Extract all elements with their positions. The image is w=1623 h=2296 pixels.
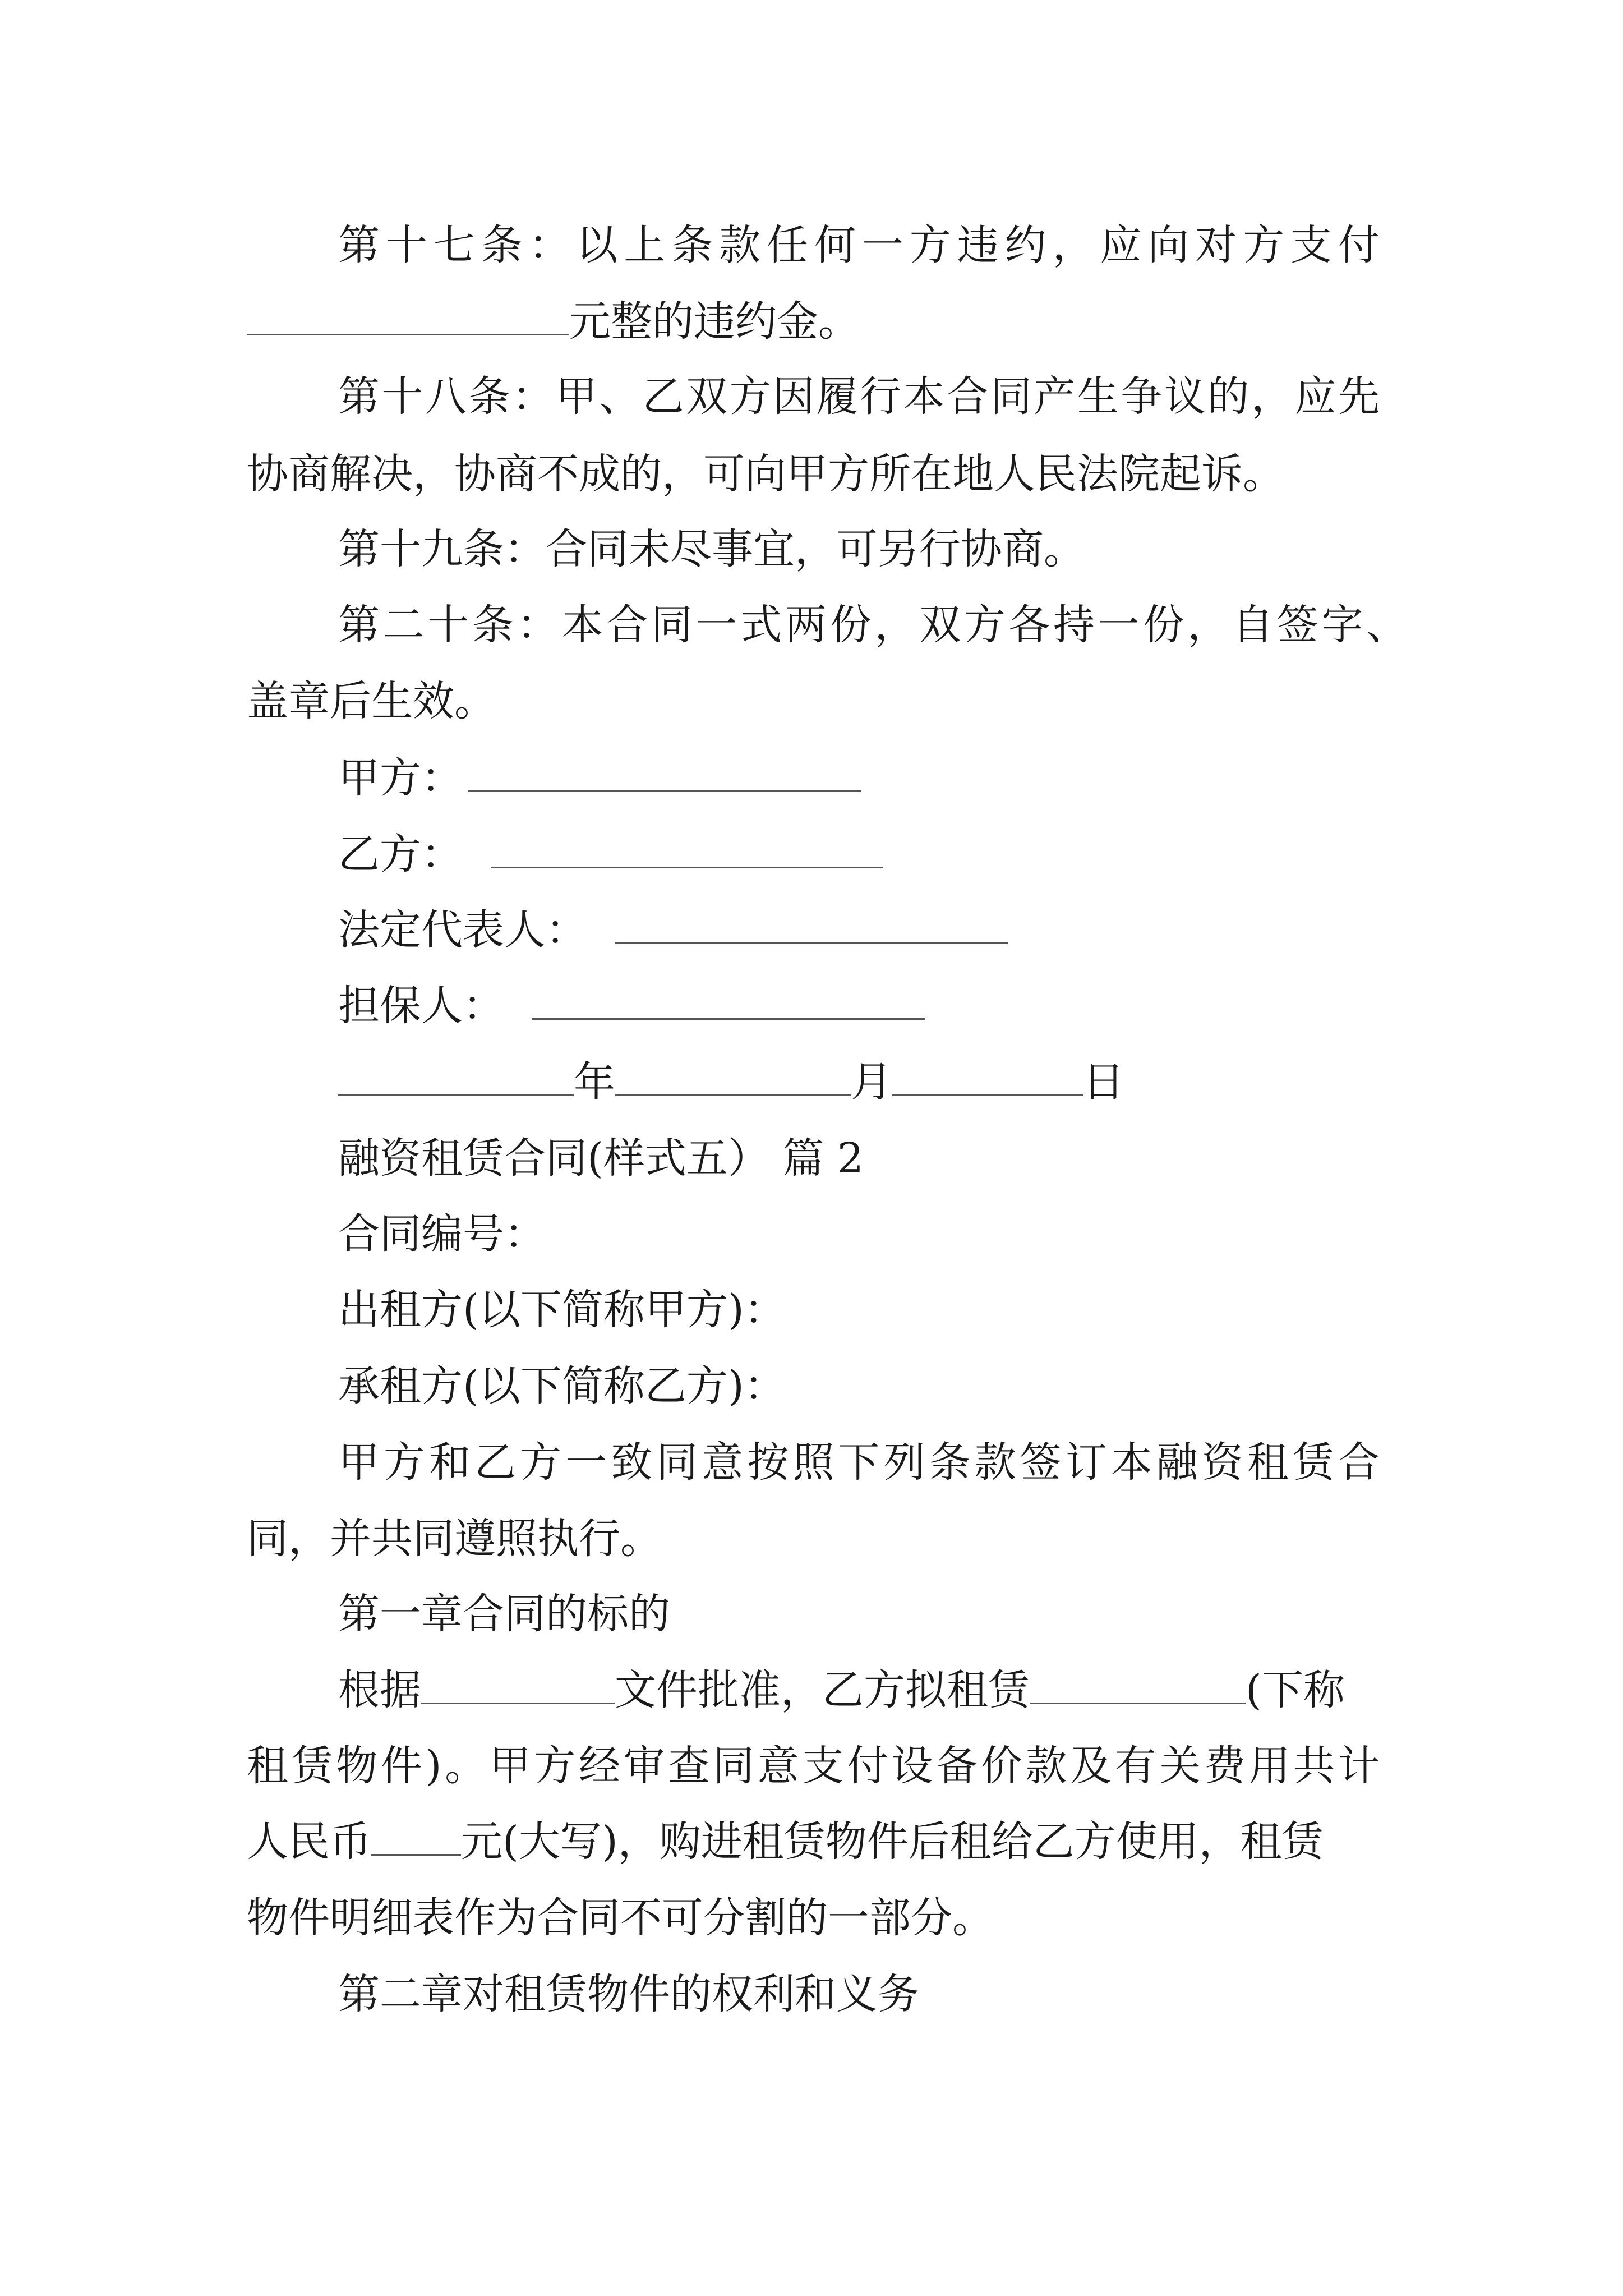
article-20-line-2: 盖章后生效。: [247, 677, 496, 725]
chapter-2-title: 第二章对租赁物件的权利和义务: [338, 1970, 919, 2018]
party-a-blank: [468, 756, 861, 792]
intro-line-1: 甲方和乙方一致同意按照下列条款签订本融资租赁合: [338, 1438, 1380, 1487]
chapter-1-line-3: [247, 1814, 1324, 1870]
amount-blank: [371, 1819, 461, 1856]
month-label: 月: [851, 1058, 892, 1106]
day-label: 日: [1083, 1058, 1124, 1106]
lessee-label: 承租方(以下简称乙方)：: [338, 1362, 786, 1410]
article-19: 第十九条：合同未尽事宜，可另行协商。: [338, 525, 1085, 573]
according-to-text: 根据: [338, 1666, 421, 1714]
lessor-label: 出租方(以下简称甲方)：: [338, 1286, 786, 1334]
guarantor-label: 担保人：: [338, 982, 504, 1030]
leased-item-blank: [1030, 1668, 1246, 1704]
month-blank: [615, 1060, 851, 1096]
legal-rep-label: 法定代表人：: [338, 906, 587, 954]
section-2-title: 融资租赁合同(样式五） 篇 2: [338, 1134, 864, 1182]
hereinafter-text: (下称: [1246, 1666, 1345, 1714]
amount-text: 元(大写)，购进租赁物件后租给乙方使用，租赁: [461, 1818, 1324, 1866]
day-blank: [892, 1060, 1083, 1096]
date-line: [338, 1054, 1124, 1110]
party-a-label: 甲方：: [338, 754, 463, 802]
approval-text: 文件批准，乙方拟租赁: [615, 1666, 1030, 1714]
article-17-line-2: [247, 293, 860, 349]
article-20-line-1: 第二十条：本合同一式两份，双方各持一份，自签字、: [338, 601, 1408, 649]
party-b-label: 乙方：: [338, 830, 463, 878]
party-b-blank: [491, 832, 883, 868]
intro-line-2: 同，并共同遵照执行。: [247, 1515, 662, 1563]
guarantor-blank: [532, 983, 925, 1020]
contract-number-label: 合同编号：: [338, 1210, 546, 1258]
chapter-1-line-1: [338, 1662, 1345, 1718]
article-18-line-2: 协商解决，协商不成的，可向甲方所在地人民法院起诉。: [247, 450, 1284, 498]
legal-rep-blank: [615, 908, 1008, 944]
chapter-1-title: 第一章合同的标的: [338, 1590, 670, 1638]
rmb-text: 人民币: [247, 1818, 371, 1866]
year-blank: [338, 1060, 574, 1096]
article-18-line-1: 第十八条：甲、乙双方因履行本合同产生争议的，应先: [338, 372, 1380, 421]
chapter-1-line-2: 租赁物件)。甲方经审查同意支付设备价款及有关费用共计: [247, 1742, 1380, 1790]
guarantor-signature: [338, 978, 925, 1034]
chapter-1-line-4: 物件明细表作为合同不可分割的一部分。: [247, 1894, 994, 1942]
party-b-signature: [338, 826, 883, 882]
year-label: 年: [574, 1058, 615, 1106]
legal-rep-signature: [338, 902, 1008, 958]
article-17-line-1: 第十七条：以上条款任何一方违约，应向对方支付: [338, 221, 1380, 269]
article-17-penalty-text: 元整的违约金。: [569, 297, 860, 346]
party-a-signature: [338, 750, 861, 806]
penalty-amount-blank: [247, 299, 569, 335]
approval-doc-blank: [421, 1668, 615, 1704]
